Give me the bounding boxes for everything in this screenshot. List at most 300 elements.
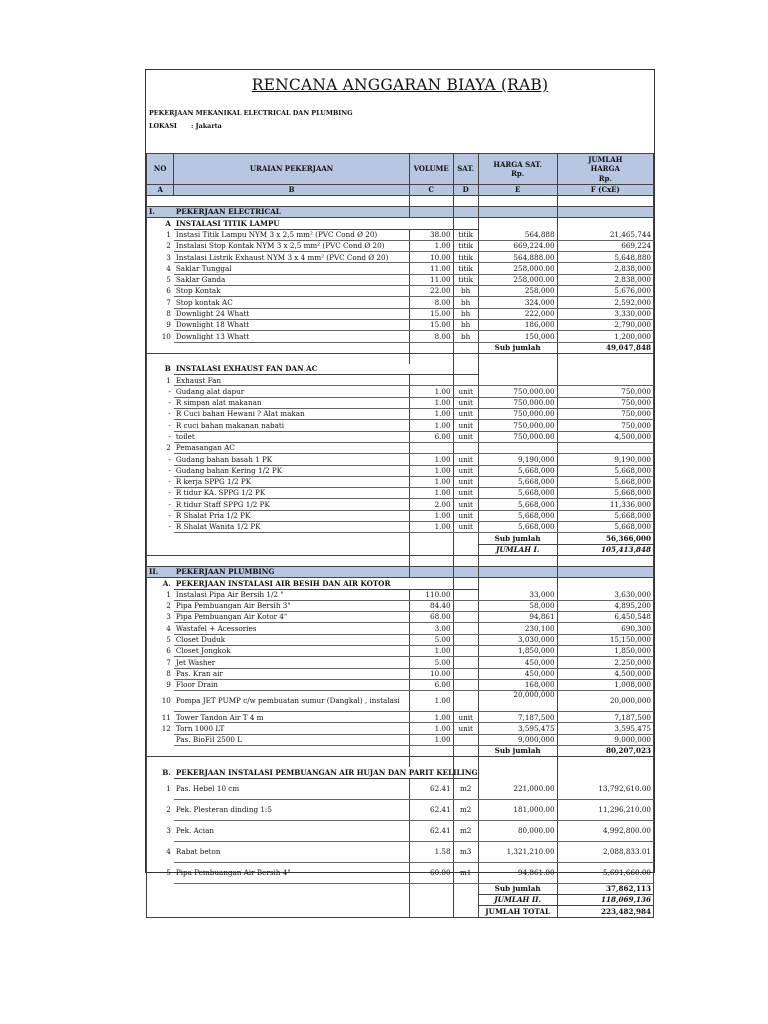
row-description: Gudang bahan Kering 1/2 PK — [174, 465, 409, 476]
header-harga-sat — [478, 154, 557, 185]
table-row — [147, 841, 654, 862]
row-unit: titik — [453, 263, 478, 274]
blank-cell — [147, 757, 157, 768]
row-total-price: 6,450,548 — [557, 612, 653, 623]
row-total-price: 4,992,800.00 — [557, 820, 653, 841]
table-row — [147, 634, 654, 645]
table-row — [147, 454, 654, 465]
row-unit-price: 750,000.00 — [478, 409, 557, 420]
row-unit-price: 33,000 — [478, 589, 557, 600]
row-description: Closet Jongkok — [174, 645, 409, 656]
blank-cell — [174, 353, 409, 364]
row-number: 1 — [166, 783, 171, 793]
row-volume: 5.00 — [409, 657, 453, 668]
row-no-empty — [147, 454, 157, 465]
row-unit-price: 450,000 — [478, 657, 557, 668]
total-desc-empty — [174, 533, 409, 544]
row-number: - — [168, 522, 171, 532]
row-unit-price: 9,190,000 — [478, 454, 557, 465]
header-letter-volume: C — [409, 185, 453, 196]
row-description: Gudang alat dapur — [174, 386, 409, 397]
table-row — [147, 723, 654, 734]
row-description: Rabat beton — [174, 841, 409, 862]
table-row — [147, 691, 654, 712]
blank-cell — [557, 757, 653, 768]
row-unit-price: 3,030,000 — [478, 634, 557, 645]
blank-cell — [478, 555, 557, 566]
row-total-price: 11,296,210.00 — [557, 799, 653, 820]
row-description: Saklar Ganda — [174, 274, 409, 285]
group-letter: B. — [162, 767, 171, 777]
header-jumlah-line1: JUMLAH — [588, 154, 623, 164]
blank-row — [147, 196, 654, 207]
total-value: 118,069,136 — [557, 894, 653, 905]
row-total-price: 11,336,000 — [557, 499, 653, 510]
header-letter-uraian: B — [174, 185, 409, 196]
row-number: 3 — [166, 825, 171, 835]
row-number: 2 — [166, 241, 171, 251]
section-hs-empty — [478, 566, 557, 577]
table-row — [147, 589, 654, 600]
row-unit-price — [478, 442, 557, 453]
row-unit — [453, 623, 478, 634]
total-row — [147, 883, 654, 894]
row-volume: 38.00 — [409, 229, 453, 240]
subtotal-desc-empty — [174, 342, 409, 353]
table-row — [147, 600, 654, 611]
row-volume: 68.00 — [409, 612, 453, 623]
row-unit: titik — [453, 229, 478, 240]
row-no-empty — [147, 431, 157, 442]
table-row — [147, 431, 654, 442]
blank-cell — [478, 757, 557, 768]
row-number: 9 — [166, 320, 171, 330]
row-unit — [453, 589, 478, 600]
row-number: - — [168, 511, 171, 521]
group-title: INSTALASI TITIK LAMPU — [174, 218, 409, 229]
row-unit-price: 5,668,000 — [478, 522, 557, 533]
row-total-price: 669,224 — [557, 240, 653, 251]
row-no-empty — [147, 712, 157, 723]
subtotal-vol-empty — [409, 342, 453, 353]
row-unit-price: 94,861 — [478, 612, 557, 623]
total-label: JUMLAH I. — [478, 544, 557, 555]
row-unit-price: 168,000 — [478, 679, 557, 690]
row-description: Instalasi Listrik Exhaust NYM 3 x 4 mm² (PVC Cond Ø 20) — [174, 252, 409, 263]
row-unit-price: 58,000 — [478, 600, 557, 611]
total-value: 37,862,113 — [557, 883, 653, 894]
total-desc-empty — [174, 544, 409, 555]
group-letter: B — [164, 364, 171, 374]
row-description: Downlight 18 Whatt — [174, 319, 409, 330]
group-jh-empty — [557, 364, 653, 375]
row-unit: unit — [453, 522, 478, 533]
row-unit — [453, 375, 478, 386]
row-no-empty — [147, 645, 157, 656]
subtotal-label: Sub jumlah — [478, 746, 557, 757]
row-description: Pas. Kran air — [174, 668, 409, 679]
row-description: R Cuci bahan Hewani ? Alat makan — [174, 409, 409, 420]
total-vol-empty — [409, 906, 453, 917]
row-volume: 22.00 — [409, 286, 453, 297]
rab-sheet — [145, 69, 655, 916]
row-unit: unit — [453, 712, 478, 723]
subtotal-sat-empty — [453, 746, 478, 757]
row-total-price: 4,500,000 — [557, 431, 653, 442]
row-volume: 11.00 — [409, 274, 453, 285]
table-row — [147, 465, 654, 476]
row-total-price: 5,676,000 — [557, 286, 653, 297]
table-row — [147, 510, 654, 521]
row-number: - — [168, 432, 171, 441]
row-description: R tidur KA. SPPG 1/2 PK — [174, 488, 409, 499]
table-row — [147, 386, 654, 397]
meta-lokasi-label: LOKASI — [149, 122, 177, 130]
table-row — [147, 263, 654, 274]
row-total-price: 9,000,000 — [557, 734, 653, 745]
row-total-price: 9,190,000 — [557, 454, 653, 465]
row-no-empty — [147, 297, 157, 308]
row-no-empty — [147, 612, 157, 623]
row-description: Wastafel + Acessories — [174, 623, 409, 634]
row-no-empty — [147, 734, 157, 745]
row-no-empty — [147, 465, 157, 476]
row-description: Pompa JET PUMP c/w pembuatan sumur (Dangkal) , instalasi — [174, 691, 409, 712]
section-sat-empty — [453, 207, 478, 218]
row-number — [156, 734, 174, 745]
row-total-price: 5,648,880 — [557, 252, 653, 263]
total-num-empty — [156, 544, 174, 555]
blank-cell — [557, 353, 653, 364]
row-unit-price: 750,000.00 — [478, 431, 557, 442]
row-number: 5 — [166, 635, 171, 645]
row-description: toilet — [174, 431, 409, 442]
blank-cell — [147, 353, 157, 364]
table-row — [147, 308, 654, 319]
row-number: 2 — [166, 804, 171, 814]
row-description: Gudang bahan basah 1 PK — [174, 454, 409, 465]
group-sat-empty — [453, 578, 478, 589]
meta-pekerjaan-value: : MEKANIKAL ELECTRICAL DAN PLUMBING — [191, 109, 353, 117]
table-row — [147, 712, 654, 723]
row-number: - — [168, 477, 171, 487]
table-row — [147, 286, 654, 297]
row-no-empty — [147, 409, 157, 420]
section-hs-empty — [478, 207, 557, 218]
row-unit-price: 1,321,210.00 — [478, 841, 557, 862]
row-number: - — [168, 409, 171, 419]
row-unit: titik — [453, 240, 478, 251]
row-volume: 15.00 — [409, 319, 453, 330]
row-no-empty — [147, 397, 157, 408]
row-unit-price: 5,668,000 — [478, 488, 557, 499]
group-title: INSTALASI EXHAUST FAN DAN AC — [174, 364, 409, 375]
total-row — [147, 906, 654, 917]
row-volume: 1.58 — [409, 841, 453, 862]
row-number: 3 — [166, 612, 171, 622]
blank-cell — [147, 196, 157, 207]
group-vol-empty — [409, 364, 453, 375]
row-no-empty — [147, 229, 157, 240]
total-label: JUMLAH II. — [478, 894, 557, 905]
row-unit: m2 — [453, 799, 478, 820]
row-volume: 5.00 — [409, 634, 453, 645]
row-unit: titik — [453, 274, 478, 285]
row-unit-price: 7,187,500 — [478, 712, 557, 723]
rab-table — [146, 153, 654, 918]
row-description: R cuci bahan makanan nabati — [174, 420, 409, 431]
row-volume: 11.00 — [409, 263, 453, 274]
row-unit: m3 — [453, 841, 478, 862]
total-sat-empty — [453, 533, 478, 544]
row-no-empty — [147, 600, 157, 611]
row-volume: 1.00 — [409, 397, 453, 408]
row-total-price: 1,200,000 — [557, 331, 653, 342]
total-row — [147, 894, 654, 905]
row-no-empty — [147, 799, 157, 820]
row-unit-price: 150,000 — [478, 331, 557, 342]
row-volume: 1.00 — [409, 712, 453, 723]
row-volume: 60.00 — [409, 862, 453, 883]
subtotal-row — [147, 746, 654, 757]
header-harga-sat-line1: HARGA SAT. — [493, 159, 542, 169]
total-no-empty — [147, 544, 157, 555]
row-description: Jet Washer — [174, 657, 409, 668]
row-volume: 6.00 — [409, 431, 453, 442]
row-unit-price: 80,000.00 — [478, 820, 557, 841]
row-unit — [453, 691, 478, 712]
row-no-empty — [147, 274, 157, 285]
section-vol-empty — [409, 566, 453, 577]
row-total-price: 2,838,000 — [557, 263, 653, 274]
row-volume: 8.00 — [409, 331, 453, 342]
row-unit: m2 — [453, 820, 478, 841]
table-row — [147, 679, 654, 690]
row-volume: 10.00 — [409, 668, 453, 679]
table-header-row — [147, 154, 654, 185]
row-volume: 1.00 — [409, 240, 453, 251]
row-no-empty — [147, 820, 157, 841]
row-unit — [453, 634, 478, 645]
row-unit-price: 1,850,000 — [478, 645, 557, 656]
row-no-empty — [147, 375, 157, 386]
table-row — [147, 734, 654, 745]
row-number: - — [168, 465, 171, 475]
row-number: 6 — [166, 286, 171, 296]
section-title: PEKERJAAN PLUMBING — [174, 566, 409, 577]
row-description: Pipa Pembuangan Air Kotor 4" — [174, 612, 409, 623]
table-row — [147, 668, 654, 679]
row-unit-price: 258,000.00 — [478, 274, 557, 285]
row-number: - — [168, 398, 171, 408]
row-description: Stop Kontak — [174, 286, 409, 297]
row-volume: 1.00 — [409, 691, 453, 712]
table-row — [147, 409, 654, 420]
row-no-empty — [147, 691, 157, 712]
total-value: 56,366,000 — [557, 533, 653, 544]
row-volume: 1.00 — [409, 386, 453, 397]
total-value: 105,413,848 — [557, 544, 653, 555]
row-unit-price: 9,000,000 — [478, 734, 557, 745]
row-unit: unit — [453, 454, 478, 465]
row-total-price: 2,088,833.01 — [557, 841, 653, 862]
row-description: Pas. Hebel 10 cm — [174, 778, 409, 799]
header-uraian: URAIAN PEKERJAAN — [174, 154, 409, 185]
row-description: Stop kontak AC — [174, 297, 409, 308]
group-letter: A. — [162, 578, 171, 588]
table-header-letters-row — [147, 185, 654, 196]
section-num-empty — [156, 207, 174, 218]
row-total-price: 750,000 — [557, 409, 653, 420]
section-header-row — [147, 207, 654, 218]
table-row — [147, 375, 654, 386]
row-unit-price: 20,000,000 — [478, 691, 557, 712]
row-description: Pemasangan AC — [174, 442, 409, 453]
row-no-empty — [147, 488, 157, 499]
total-vol-empty — [409, 883, 453, 894]
total-label: Sub jumlah — [478, 883, 557, 894]
row-number: 5 — [166, 867, 171, 877]
blank-row — [147, 555, 654, 566]
row-unit-price: 450,000 — [478, 668, 557, 679]
subtotal-value: 49,047,848 — [557, 342, 653, 353]
row-number: 7 — [166, 297, 171, 307]
row-unit — [453, 600, 478, 611]
row-description: R tidur Staff SPPG 1/2 PK — [174, 499, 409, 510]
row-description: Pas. BioFil 2500 L — [174, 734, 409, 745]
row-unit: unit — [453, 499, 478, 510]
table-row — [147, 820, 654, 841]
table-row — [147, 499, 654, 510]
row-number: 1 — [166, 375, 171, 385]
row-no-empty — [147, 634, 157, 645]
row-unit-price: 669,224.00 — [478, 240, 557, 251]
blank-cell — [174, 196, 409, 207]
row-no-empty — [147, 420, 157, 431]
row-no-empty — [147, 476, 157, 487]
row-description: Pek. Acian — [174, 820, 409, 841]
blank-cell — [156, 555, 174, 566]
row-unit-price: 258,000.00 — [478, 263, 557, 274]
table-row — [147, 297, 654, 308]
row-number: 8 — [166, 309, 171, 319]
row-no-empty — [147, 386, 157, 397]
total-num-empty — [156, 906, 174, 917]
row-volume: 8.00 — [409, 297, 453, 308]
row-unit-price: 5,668,000 — [478, 465, 557, 476]
row-description: Instasi Titik Lampu NYM 3 x 2,5 mm² (PVC Cond Ø 20) — [174, 229, 409, 240]
row-total-price: 5,668,000 — [557, 488, 653, 499]
row-total-price: 1,850,000 — [557, 645, 653, 656]
section-number: I. — [147, 207, 157, 218]
header-harga-sat-line2: Rp. — [511, 169, 525, 178]
row-no-empty — [147, 589, 157, 600]
total-label: Sub jumlah — [478, 533, 557, 544]
row-unit: bh — [453, 308, 478, 319]
row-volume: 1.00 — [409, 454, 453, 465]
subtotal-sat-empty — [453, 342, 478, 353]
blank-cell — [174, 757, 409, 768]
row-number: - — [168, 454, 171, 464]
blank-cell — [478, 196, 557, 207]
total-no-empty — [147, 894, 157, 905]
row-no-empty — [147, 319, 157, 330]
row-unit-price: 94,861.00 — [478, 862, 557, 883]
total-row — [147, 544, 654, 555]
row-no-empty — [147, 263, 157, 274]
row-description: R Shalat Wanita 1/2 PK — [174, 522, 409, 533]
row-volume: 6.00 — [409, 679, 453, 690]
row-total-price: 3,330,000 — [557, 308, 653, 319]
total-sat-empty — [453, 894, 478, 905]
total-num-empty — [156, 533, 174, 544]
row-number: - — [168, 420, 171, 430]
row-volume: 62.41 — [409, 778, 453, 799]
total-num-empty — [156, 883, 174, 894]
row-no-empty — [147, 442, 157, 453]
row-volume: 1.00 — [409, 734, 453, 745]
row-total-price: 20,000,000 — [557, 691, 653, 712]
row-unit-price — [478, 375, 557, 386]
row-unit-price: 258,000 — [478, 286, 557, 297]
section-sat-empty — [453, 566, 478, 577]
blank-cell — [409, 353, 453, 364]
row-volume: 1.00 — [409, 723, 453, 734]
row-volume: 110.00 — [409, 589, 453, 600]
blank-row — [147, 757, 654, 768]
row-volume: 1.00 — [409, 510, 453, 521]
row-unit: unit — [453, 409, 478, 420]
row-total-price: 2,592,000 — [557, 297, 653, 308]
row-total-price: 5,691,660.00 — [557, 862, 653, 883]
blank-cell — [147, 555, 157, 566]
subtotal-num-empty — [156, 342, 174, 353]
table-row — [147, 331, 654, 342]
row-number: 11 — [161, 712, 171, 722]
row-unit-price: 3,595,475 — [478, 723, 557, 734]
row-description: R Shalat Pria 1/2 PK — [174, 510, 409, 521]
row-unit: unit — [453, 476, 478, 487]
group-title: PEKERJAAN INSTALASI AIR BESIH DAN AIR KOTOR — [174, 578, 409, 589]
row-unit: unit — [453, 431, 478, 442]
row-unit: unit — [453, 488, 478, 499]
section-jh-empty — [557, 207, 653, 218]
total-label: JUMLAH TOTAL — [478, 906, 557, 917]
blank-cell — [478, 353, 557, 364]
meta-pekerjaan — [149, 109, 353, 117]
row-description: Pipa Pembuangan Air Bersih 4" — [174, 862, 409, 883]
total-sat-empty — [453, 906, 478, 917]
group-header-row — [147, 218, 654, 229]
total-desc-empty — [174, 894, 409, 905]
total-desc-empty — [174, 883, 409, 894]
group-hs-empty — [478, 364, 557, 375]
group-hs-empty — [478, 218, 557, 229]
row-unit-price: 750,000.00 — [478, 420, 557, 431]
subtotal-row — [147, 342, 654, 353]
row-no-empty — [147, 308, 157, 319]
total-sat-empty — [453, 883, 478, 894]
row-total-price: 750,000 — [557, 420, 653, 431]
row-unit: unit — [453, 386, 478, 397]
row-volume — [409, 375, 453, 386]
row-description: Downlight 24 Whatt — [174, 308, 409, 319]
row-unit-price: 181,000.00 — [478, 799, 557, 820]
row-unit-price: 750,000.00 — [478, 397, 557, 408]
row-description: Torn 1000 LT — [174, 723, 409, 734]
row-unit: bh — [453, 286, 478, 297]
meta-lokasi — [149, 122, 222, 130]
